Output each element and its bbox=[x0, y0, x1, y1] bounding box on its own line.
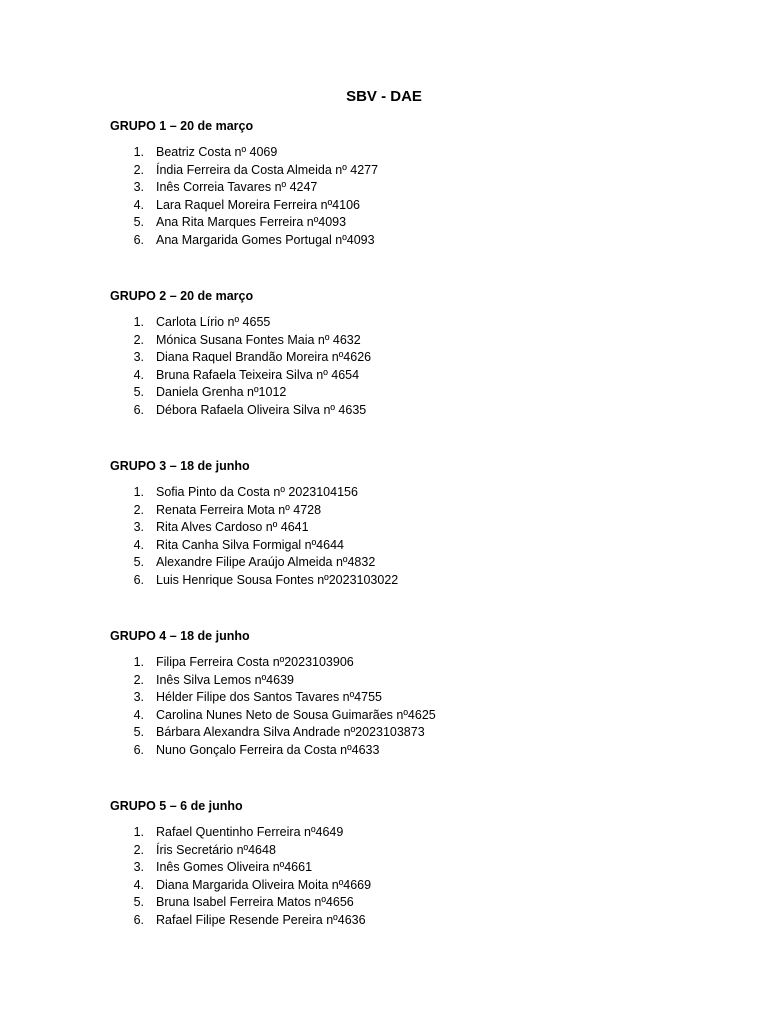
member-name: Luis Henrique Sousa Fontes nº2023103022 bbox=[156, 572, 399, 587]
item-number: 3. bbox=[133, 350, 144, 365]
item-number: 2. bbox=[133, 502, 144, 517]
item-number: 2. bbox=[133, 842, 144, 857]
list-item bbox=[110, 842, 710, 860]
item-number: 1. bbox=[133, 145, 144, 159]
member-name: Bárbara Alexandra Silva Andrade nº2023103873 bbox=[156, 725, 425, 740]
list-item bbox=[110, 232, 710, 250]
list-item bbox=[110, 654, 710, 672]
group-1 bbox=[110, 117, 710, 287]
member-name: Carlota Lírio nº 4655 bbox=[156, 315, 271, 329]
group-5 bbox=[110, 797, 710, 967]
list-item bbox=[110, 672, 710, 690]
group-3 bbox=[110, 457, 710, 627]
item-number: 2. bbox=[133, 332, 144, 347]
member-name: Lara Raquel Moreira Ferreira nº4106 bbox=[156, 197, 360, 212]
item-number: 4. bbox=[133, 707, 144, 722]
item-number: 5. bbox=[133, 725, 144, 740]
member-name: Ana Rita Marques Ferreira nº4093 bbox=[156, 215, 347, 230]
list-item bbox=[110, 179, 710, 197]
list-item bbox=[110, 824, 710, 842]
item-number: 3. bbox=[133, 690, 144, 705]
member-name: Inês Gomes Oliveira nº4661 bbox=[156, 860, 313, 875]
list-item bbox=[110, 349, 710, 367]
item-number: 6. bbox=[133, 232, 144, 247]
member-name: Mónica Susana Fontes Maia nº 4632 bbox=[156, 332, 361, 347]
item-number: 4. bbox=[133, 877, 144, 892]
member-list bbox=[110, 484, 710, 590]
item-number: 6. bbox=[133, 402, 144, 417]
list-item bbox=[110, 554, 710, 572]
item-number: 3. bbox=[133, 520, 144, 535]
list-item bbox=[110, 502, 710, 520]
item-number: 6. bbox=[133, 572, 144, 587]
member-name: Rita Canha Silva Formigal nº4644 bbox=[156, 537, 344, 552]
member-name: Ana Margarida Gomes Portugal nº4093 bbox=[156, 232, 375, 247]
member-name: Beatriz Costa nº 4069 bbox=[156, 145, 278, 159]
member-name: Filipa Ferreira Costa nº2023103906 bbox=[156, 655, 354, 669]
member-list bbox=[110, 314, 710, 420]
member-list bbox=[110, 144, 710, 250]
list-item bbox=[110, 484, 710, 502]
list-item bbox=[110, 689, 710, 707]
member-name: Rafael Quentinho Ferreira nº4649 bbox=[156, 825, 344, 839]
item-number: 6. bbox=[133, 912, 144, 927]
list-item bbox=[110, 859, 710, 877]
member-name: Diana Raquel Brandão Moreira nº4626 bbox=[156, 350, 372, 365]
list-item bbox=[110, 384, 710, 402]
item-number: 5. bbox=[133, 385, 144, 400]
member-name: Íris Secretário nº4648 bbox=[156, 842, 276, 857]
member-name: Renata Ferreira Mota nº 4728 bbox=[156, 502, 322, 517]
member-name: Nuno Gonçalo Ferreira da Costa nº4633 bbox=[156, 742, 380, 757]
document-title: SBV - DAE bbox=[346, 88, 422, 105]
group-2 bbox=[110, 287, 710, 457]
list-item bbox=[110, 912, 710, 930]
member-name: Bruna Isabel Ferreira Matos nº4656 bbox=[156, 895, 354, 910]
item-number: 1. bbox=[133, 485, 144, 499]
item-number: 1. bbox=[133, 315, 144, 329]
member-name: Rafael Filipe Resende Pereira nº4636 bbox=[156, 912, 366, 927]
member-name: Débora Rafaela Oliveira Silva nº 4635 bbox=[156, 402, 367, 417]
groups-container bbox=[110, 117, 710, 967]
group-4 bbox=[110, 627, 710, 797]
group-heading: GRUPO 1 – 20 de março bbox=[110, 119, 254, 133]
member-name: Alexandre Filipe Araújo Almeida nº4832 bbox=[156, 555, 376, 570]
list-item bbox=[110, 402, 710, 420]
member-list bbox=[110, 654, 710, 760]
item-number: 1. bbox=[133, 825, 144, 839]
member-name: Inês Silva Lemos nº4639 bbox=[156, 672, 294, 687]
list-item bbox=[110, 314, 710, 332]
item-number: 4. bbox=[133, 537, 144, 552]
member-name: Diana Margarida Oliveira Moita nº4669 bbox=[156, 877, 372, 892]
list-item bbox=[110, 144, 710, 162]
member-name: Daniela Grenha nº1012 bbox=[156, 385, 287, 400]
member-name: Inês Correia Tavares nº 4247 bbox=[156, 180, 318, 195]
list-item bbox=[110, 197, 710, 215]
group-heading: GRUPO 2 – 20 de março bbox=[110, 289, 254, 303]
group-heading: GRUPO 3 – 18 de junho bbox=[110, 459, 250, 473]
item-number: 3. bbox=[133, 860, 144, 875]
member-name: Bruna Rafaela Teixeira Silva nº 4654 bbox=[156, 367, 360, 382]
item-number: 2. bbox=[133, 672, 144, 687]
item-number: 5. bbox=[133, 215, 144, 230]
group-heading: GRUPO 4 – 18 de junho bbox=[110, 629, 250, 643]
member-name: Rita Alves Cardoso nº 4641 bbox=[156, 520, 309, 535]
list-item bbox=[110, 877, 710, 895]
item-number: 4. bbox=[133, 197, 144, 212]
member-name: Sofia Pinto da Costa nº 2023104156 bbox=[156, 485, 358, 499]
list-item bbox=[110, 537, 710, 555]
member-name: Hélder Filipe dos Santos Tavares nº4755 bbox=[156, 690, 382, 705]
item-number: 2. bbox=[133, 162, 144, 177]
item-number: 1. bbox=[133, 655, 144, 669]
list-item bbox=[110, 332, 710, 350]
group-heading: GRUPO 5 – 6 de junho bbox=[110, 799, 243, 813]
list-item bbox=[110, 742, 710, 760]
list-item bbox=[110, 572, 710, 590]
list-item bbox=[110, 707, 710, 725]
list-item bbox=[110, 724, 710, 742]
list-item bbox=[110, 894, 710, 912]
item-number: 6. bbox=[133, 742, 144, 757]
item-number: 5. bbox=[133, 555, 144, 570]
member-name: Carolina Nunes Neto de Sousa Guimarães nº4625 bbox=[156, 707, 436, 722]
member-name: Índia Ferreira da Costa Almeida nº 4277 bbox=[156, 162, 379, 177]
list-item bbox=[110, 162, 710, 180]
list-item bbox=[110, 519, 710, 537]
item-number: 3. bbox=[133, 180, 144, 195]
list-item bbox=[110, 214, 710, 232]
member-list bbox=[110, 824, 710, 930]
item-number: 5. bbox=[133, 895, 144, 910]
list-item bbox=[110, 367, 710, 385]
item-number: 4. bbox=[133, 367, 144, 382]
